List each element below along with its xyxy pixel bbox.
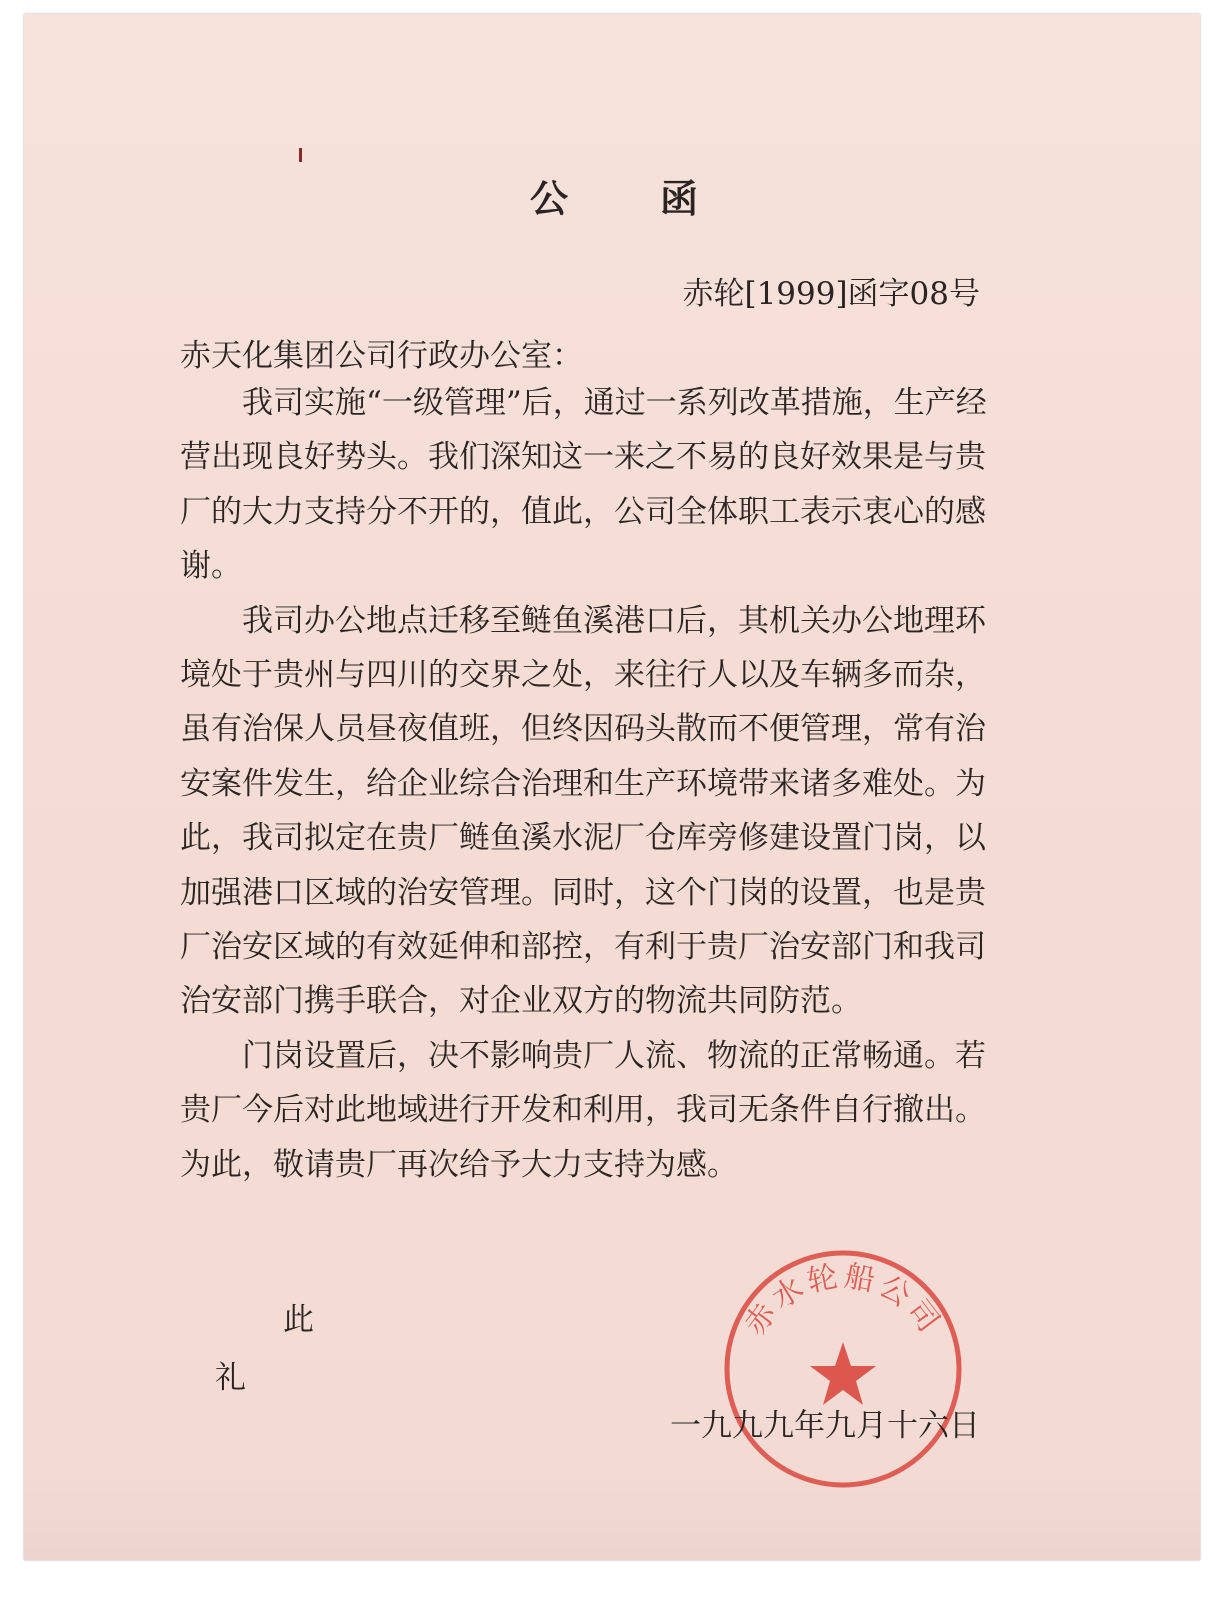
title-char-2: 函 (660, 176, 699, 221)
letter-body (180, 376, 992, 1192)
seal-star-icon (810, 1342, 876, 1405)
red-ink-mark (299, 148, 302, 162)
paragraph-2: 我司办公地点迁移至鲢鱼溪港口后，其机关办公地理环境处于贵州与四川的交界之处，来往行人以及车辆多而杂，虽有治保人员昼夜值班，但终因码头散而不便管理，常有治安案件发生，给企业综合治理和生产环境带来诸多难处。为此，我司拟定在贵厂鲢鱼溪水泥厂仓库旁修建设置门岗，以加强港口区域的治安管理。同时，这个门岗的设置，也是贵厂治安区域的有效延伸和部控，有利于贵厂治安部门和我司治安部门携手联合，对企业双方的物流共同防范。 (180, 602, 986, 1020)
closing-ci: 此 (283, 1302, 314, 1338)
title-char-1: 公 (529, 176, 568, 221)
document-number: 赤轮[1999]函字08号 (682, 276, 980, 312)
letter-title (0, 168, 1228, 223)
paragraph-3: 门岗设置后，决不影响贵厂人流、物流的正常畅通。若贵厂今后对此地域进行开发和利用，我司无条件自行撤出。为此，敬请贵厂再次给予大力支持为感。 (180, 1037, 986, 1183)
letter-date: 一九九九年九月十六日 (670, 1408, 980, 1444)
official-seal (718, 1244, 968, 1494)
paragraph-1: 我司实施“一级管理”后，通过一系列改革措施，生产经营出现良好势头。我们深知这一来之不易的良好效果是与贵厂的大力支持分不开的，值此，公司全体职工表示衷心的感谢。 (180, 385, 987, 585)
closing-li: 礼 (215, 1360, 246, 1396)
salutation: 赤天化集团公司行政办公室： (180, 338, 583, 374)
seal-text: 赤水轮船公司 (737, 1258, 949, 1342)
